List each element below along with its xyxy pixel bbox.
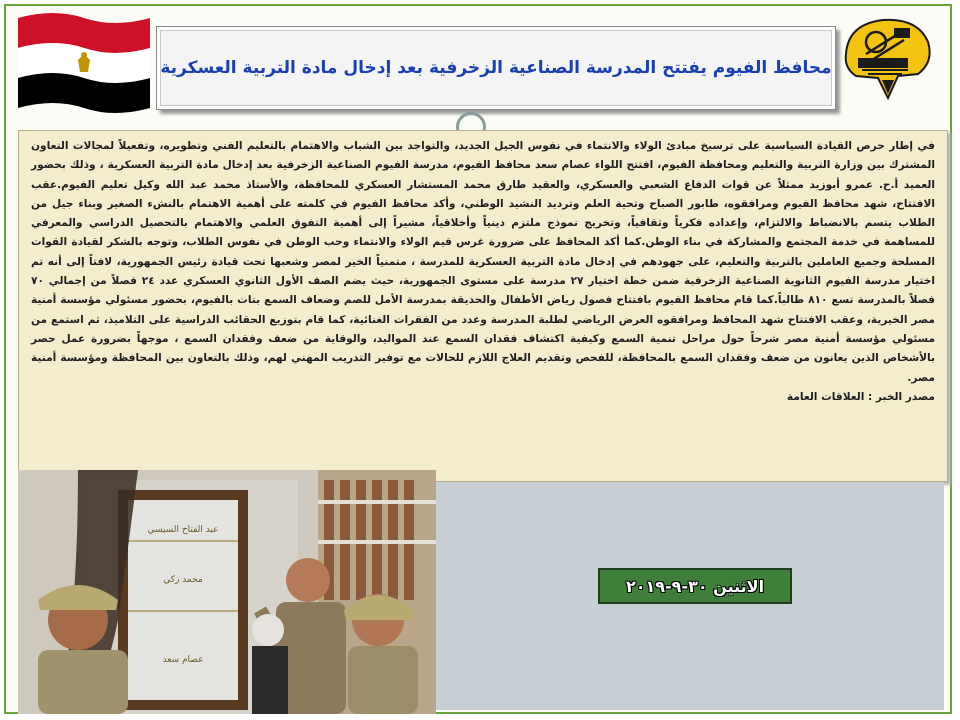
headline-box xyxy=(156,26,836,110)
date-text: الاثنين ٣٠-٩-٢٠١٩ xyxy=(625,576,765,596)
opening-ceremony-photo-icon xyxy=(18,470,436,714)
article-body xyxy=(18,130,948,482)
egypt-flag-icon xyxy=(14,8,154,113)
plaque-line: عصام سعد xyxy=(162,655,204,665)
headline-title: محافظ الفيوم يفتتح المدرسة الصناعية الزخرفية بعد إدخال مادة التربية العسكرية xyxy=(160,58,832,78)
article-text: في إطار حرص القيادة السياسية على ترسيخ مبادئ الولاء والانتماء في نفوس الجيل الجديد، والتواجد بين الشباب والاهتمام بالتعليم الفني وتطويره، وتفعيلاً لمجالات التعاون المشترك بين وزارة التربية والتعليم ومحافظة الفيوم، افتتح اللواء عصام سعد محافظ الفيوم، مدرسة الفيوم الصناعية الزخرفية بعد إدخال مادة التربية العسكرية ، وذلك بحضور العميد أ.ح. عمرو أبوزيد ممثلاً عن قوات الدفاع الشعبي والعسكري، والعقيد طارق محمد المستشار العسكري للمحافظة، والأستاذ محمد عبد الله وكيل تعليم الفيوم.عقب الافتتاح، شهد محافظ الفيوم ومرافقوه، طابور الصباح وتحية العلم وترديد النشيد الوطني، وأكد محافظ الفيوم في كلمته على أهمية الاهتمام بالنشء الصغير وبناء جيل من الطلاب يتسم بالانضباط والالتزام، وإعداده فكرياً وثقافياً، وتخريج نموذج ملتزم دينياً وأخلاقياً، مشيراً إلى أهمية التفوق العلمي والاهتمام بالتحصيل الدراسي والمعرفي للمساهمة في خدمة المجتمع والمشاركة في بناء الوطن.كما أكد المحافظ على ضرورة غرس قيم الولاء والانتماء وحب الوطن في نفوس الطلاب، وتوجه بالشكر لقيادة القوات المسلحة وجميع العاملين بالتربية والتعليم، على جهودهم في إدخال مادة التربية العسكرية للمدرسة ، متمنياً الخير لمصر وشعبها تحت قيادة رئيس الجمهورية، لافتاً إلى أنه تم اختيار مدرسة الفيوم الثانوية الصناعية الزخرفية ضمن خطة اختيار ٢٧ مدرسة على مستوى الجمهورية، حيث يضم الصف الأول الثانوي العسكري عدد ٢٤ فصلاً من إجمالي ٧٠ فصلاً بالمدرسة تسع ٨١٠ طالباً.كما قام محافظ الفيوم بافتتاح فصول رياض الأطفال والحديقة بمدرسة الأمل للصم وضعاف السمع بنات بالفيوم، بحضور مسئولي مؤسسة أمنية مصر الخيرية، وعقب الافتتاح شهد المحافظ ومرافقوه العرض الرياضي لطلبة المدرسة وعدد من الفقرات الغنائية، كما قام بتوزيع الحقائب الدراسية على التلاميذ، ثم استمع من مسئولي مؤسسة أمنية مصر شرحاً حول مراحل تنمية السمع وكيفية اكتشاف فقدان السمع عند المواليد، والوقاية من ضعف وفقدان السمع ، موجهاً بضرورة عمل حصر بالأشخاص الذين يعانون من ضعف وفقدان السمع بالمحافظة، للفحص وتقديم العلاج اللازم للحالات مع توفير التدريب المهني لهم، وذلك بالتعاون بين المحافظة ومؤسسة أمنية مصر. xyxy=(31,140,935,384)
plaque-line: عبد الفتاح السيسي xyxy=(147,525,219,535)
military-education-emblem-icon xyxy=(838,14,938,104)
plaque-line: محمد زكي xyxy=(163,575,203,585)
date-badge xyxy=(598,568,792,604)
article-source: مصدر الخبر : العلاقات العامة xyxy=(786,390,935,403)
